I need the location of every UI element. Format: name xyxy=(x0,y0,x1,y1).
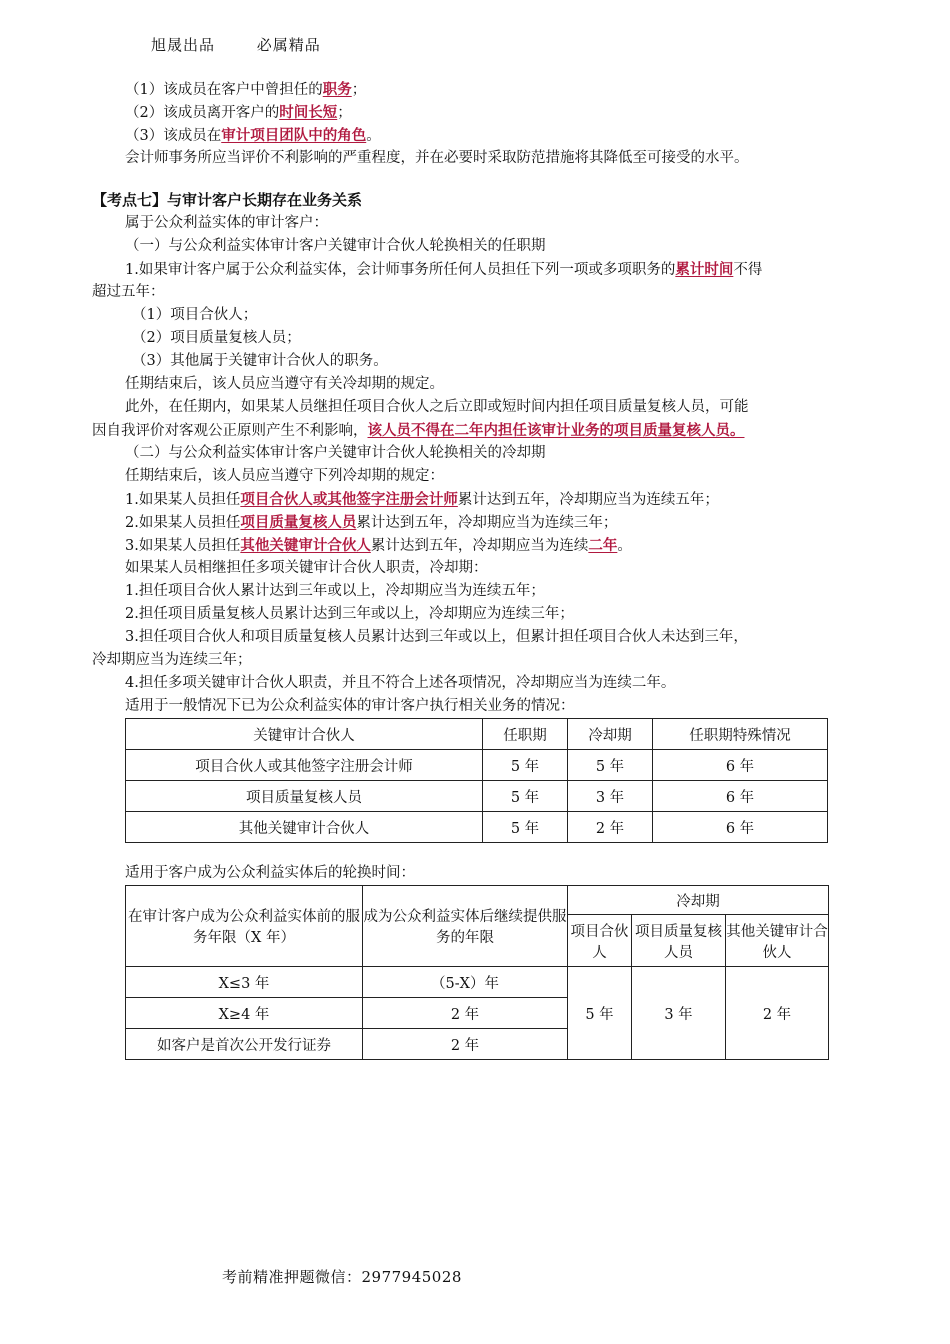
table-row xyxy=(126,812,828,843)
table-header-row xyxy=(126,886,829,915)
list-item: 4.担任多项关键审计合伙人职责，并且不符合上述各项情况，冷却期应当为连续二年。 xyxy=(125,675,676,691)
paragraph: 此外，在任期内，如果某人员继担任项目合伙人之后立即或短时间内担任项目质量复核人员，可能 xyxy=(125,399,749,415)
table-cell: 3 年 xyxy=(568,781,653,812)
column-header: 项目合伙人 xyxy=(568,915,632,967)
table-cell: 5 年 xyxy=(483,750,568,781)
table-row xyxy=(126,967,829,998)
paragraph: 1.如果审计客户属于公众利益实体，会计师事务所任何人员担任下列一项或多项职务的累计时间不得 xyxy=(125,261,763,278)
list-item: 3.如果某人员担任其他关键审计合伙人累计达到五年，冷却期应当为连续二年。 xyxy=(125,537,632,554)
paragraph: 任期结束后，该人员应当遵守有关冷却期的规定。 xyxy=(125,376,444,392)
column-header: 项目质量复核人员 xyxy=(632,915,726,967)
table-caption: 适用于一般情况下已为公众利益实体的审计客户执行相关业务的情况： xyxy=(125,698,575,714)
paragraph: 会计师事务所应当评价不利影响的严重程度，并在必要时采取防范措施将其降低至可接受的水平。 xyxy=(125,150,749,166)
table-cell: 3 年 xyxy=(632,967,726,1060)
table-cell: 5 年 xyxy=(568,967,632,1060)
table-cell: 项目合伙人或其他签字注册会计师 xyxy=(126,750,483,781)
paragraph: 任期结束后，该人员应当遵守下列冷却期的规定： xyxy=(125,468,444,484)
subsection-title: （一）与公众利益实体审计客户关键审计合伙人轮换相关的任职期 xyxy=(125,238,546,254)
subsection-title: （二）与公众利益实体审计客户关键审计合伙人轮换相关的冷却期 xyxy=(125,445,546,461)
highlight: 二年 xyxy=(588,537,618,554)
column-header: 在审计客户成为公众利益实体前的服务年限（X 年） xyxy=(126,886,363,967)
column-header: 成为公众利益实体后继续提供服务的年限 xyxy=(363,886,568,967)
table-cell: 2 年 xyxy=(568,812,653,843)
highlight: 职务 xyxy=(322,81,352,98)
paragraph-continuation: 冷却期应当为连续三年； xyxy=(92,652,252,668)
table-row xyxy=(126,750,828,781)
table-cell: 其他关键审计合伙人 xyxy=(126,812,483,843)
table-cell: 5 年 xyxy=(568,750,653,781)
column-header: 冷却期 xyxy=(568,719,653,750)
list-item: 2.担任项目质量复核人员累计达到三年或以上，冷却期应为连续三年； xyxy=(125,606,574,622)
header-right: 必属精品 xyxy=(256,36,321,54)
paragraph: 属于公众利益实体的审计客户： xyxy=(125,215,328,231)
list-item: （2）该成员离开客户的时间长短； xyxy=(125,104,352,121)
table-cell: （5-X）年 xyxy=(363,967,568,998)
highlight: 项目质量复核人员 xyxy=(240,514,357,531)
table-cell: 6 年 xyxy=(653,812,828,843)
table-general-rotation xyxy=(125,718,828,843)
highlight: 项目合伙人或其他签字注册会计师 xyxy=(240,491,458,508)
list-item: 3.担任项目合伙人和项目质量复核人员累计达到三年或以上，但累计担任项目合伙人未达到三年， xyxy=(125,629,748,645)
list-item: （1）项目合伙人； xyxy=(132,307,258,323)
column-header: 任职期 xyxy=(483,719,568,750)
highlight: 累计时间 xyxy=(675,261,734,278)
list-item: 1.如果某人员担任项目合伙人或其他签字注册会计师累计达到五年，冷却期应当为连续五年； xyxy=(125,491,719,508)
list-item: 2.如果某人员担任项目质量复核人员累计达到五年，冷却期应当为连续三年； xyxy=(125,514,618,531)
paragraph-continuation: 超过五年： xyxy=(92,284,165,300)
paragraph: 如果某人员相继担任多项关键审计合伙人职责，冷却期： xyxy=(125,560,488,576)
table-header-row xyxy=(126,719,828,750)
highlight: 时间长短 xyxy=(279,104,338,121)
table-cell: 项目质量复核人员 xyxy=(126,781,483,812)
column-header: 任职期特殊情况 xyxy=(653,719,828,750)
table-caption: 适用于客户成为公众利益实体后的轮换时间： xyxy=(125,865,415,881)
table-cell: 2 年 xyxy=(363,1029,568,1060)
table-cell: 6 年 xyxy=(653,750,828,781)
list-item: （3）其他属于关键审计合伙人的职务。 xyxy=(132,353,388,369)
column-header: 其他关键审计合伙人 xyxy=(726,915,829,967)
highlight: 该人员不得在二年内担任该审计业务的项目质量复核人员。 xyxy=(367,422,745,439)
table-cell: 5 年 xyxy=(483,781,568,812)
document-body xyxy=(92,78,852,1060)
table-row xyxy=(126,781,828,812)
table-cell: 5 年 xyxy=(483,812,568,843)
table-cell: 6 年 xyxy=(653,781,828,812)
highlight: 审计项目团队中的角色 xyxy=(221,127,367,144)
table-new-pie-rotation xyxy=(125,885,829,1060)
header-left: 旭晟出品 xyxy=(151,36,216,54)
paragraph-continuation: 因自我评价对客观公正原则产生不利影响，该人员不得在二年内担任该审计业务的项目质量复核人员。 xyxy=(92,422,745,439)
list-item: 1.担任项目合伙人累计达到三年或以上，冷却期应当为连续五年； xyxy=(125,583,545,599)
list-item: （3）该成员在审计项目团队中的角色。 xyxy=(125,127,381,144)
highlight: 其他关键审计合伙人 xyxy=(240,537,371,554)
table-cell: X≥4 年 xyxy=(126,998,363,1029)
page-header xyxy=(151,34,321,55)
list-item: （1）该成员在客户中曾担任的职务； xyxy=(125,81,367,98)
table-cell: 如客户是首次公开发行证券 xyxy=(126,1029,363,1060)
column-header: 关键审计合伙人 xyxy=(126,719,483,750)
column-header-cooling: 冷却期 xyxy=(568,886,829,915)
section-title: 【考点七】与审计客户长期存在业务关系 xyxy=(92,191,363,209)
table-cell: 2 年 xyxy=(363,998,568,1029)
table-cell: X≤3 年 xyxy=(126,967,363,998)
list-item: （2）项目质量复核人员； xyxy=(132,330,301,346)
table-cell: 2 年 xyxy=(726,967,829,1060)
page-footer: 考前精准押题微信：2977945028 xyxy=(222,1268,462,1286)
